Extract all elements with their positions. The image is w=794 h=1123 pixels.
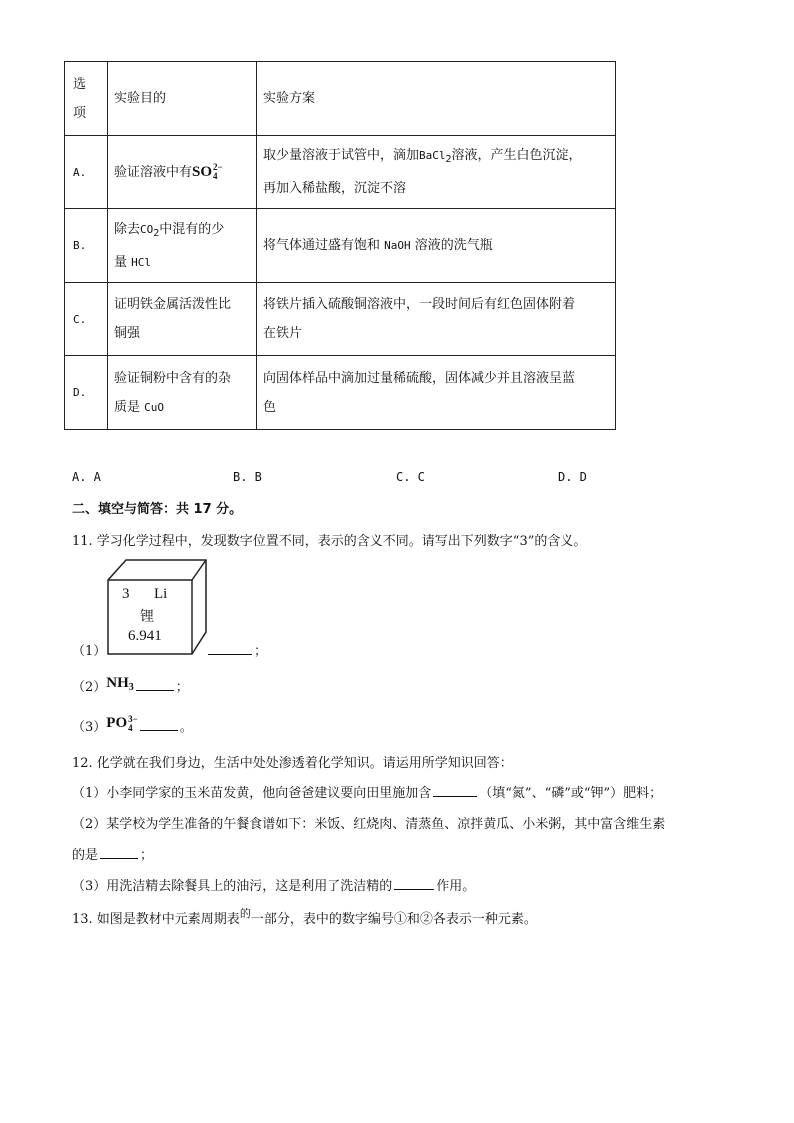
item-text: 一部分，表中的数字编号①和②各表示一种元素。 xyxy=(250,912,537,927)
item-label: （1） xyxy=(72,644,107,659)
plan-formula: NaOH xyxy=(384,239,411,252)
table-row xyxy=(65,209,616,283)
item-end: 。 xyxy=(179,720,193,735)
purpose-formula: HCl xyxy=(131,255,152,269)
q12-item1 xyxy=(72,782,662,801)
formula-charge xyxy=(213,163,223,181)
purpose-line: 验证铜粉中含有的杂 xyxy=(114,370,232,386)
plan-text: 将气体通过盛有饱和 xyxy=(263,238,381,253)
plan-line: 再加入稀盐酸，沉淀不溶 xyxy=(263,181,407,196)
purpose-line xyxy=(114,215,250,248)
plan-text: 取少量溶液于试管中，滴加 xyxy=(263,148,420,163)
purpose-text: 除去 xyxy=(114,221,141,237)
header-option-line2: 项 xyxy=(73,105,87,121)
row-plan xyxy=(257,356,616,430)
item-end: ； xyxy=(254,644,268,659)
answer-blank[interactable] xyxy=(394,876,434,890)
answer-choice-c: C. C xyxy=(396,470,425,484)
formula-base: SO xyxy=(192,163,213,180)
item-text: （1）小李同学家的玉米苗发黄，他向爸爸建议要向田里施加含 xyxy=(72,786,432,801)
q12-item2-cont xyxy=(72,844,153,863)
plan-line: 在铁片 xyxy=(263,326,303,341)
row-option: C. xyxy=(65,283,108,356)
q11-item3 xyxy=(72,713,193,737)
answer-blank[interactable] xyxy=(136,677,174,691)
formula-charge xyxy=(128,715,138,733)
plan-formula: BaCl xyxy=(419,149,446,162)
plan-text: 溶液的洗气瓶 xyxy=(414,238,493,253)
purpose-line: 铜强 xyxy=(114,326,141,341)
header-option xyxy=(65,62,108,136)
purpose-line: 证明铁金属活泼性比 xyxy=(114,297,232,312)
q12-text: 12. 化学就在我们身边，生活中处处渗透着化学知识。请运用所学知识回答： xyxy=(72,756,513,771)
q13-text xyxy=(72,908,537,927)
row-plan xyxy=(257,136,616,209)
item-text: （填“氮”、“磷”或“钾”）肥料； xyxy=(479,786,663,801)
element-number: 3 xyxy=(122,586,130,602)
purpose-text: 中混有的少 xyxy=(159,221,225,237)
answer-blank[interactable] xyxy=(100,845,138,859)
header-plan: 实验方案 xyxy=(257,62,616,136)
header-purpose: 实验目的 xyxy=(108,62,257,136)
item-text: 13. 如图是教材中元素周期表 xyxy=(72,912,240,927)
plan-formula-sub: 2 xyxy=(445,154,452,165)
table-row xyxy=(65,356,616,430)
item-text: 作用。 xyxy=(436,879,476,894)
ammonia-formula xyxy=(106,675,134,691)
row-option: B. xyxy=(65,209,108,283)
formula-base: NH xyxy=(106,675,129,691)
q11-text: 11. 学习化学过程中，发现数字位置不同，表示的含义不同。请写出下列数字“3”的含义。 xyxy=(72,534,587,549)
purpose-text: 验证溶液中有 xyxy=(114,164,193,180)
plan-line: 色 xyxy=(263,399,277,415)
q12-item3 xyxy=(72,875,475,894)
element-mass: 6.941 xyxy=(128,628,162,644)
item-label: （3） xyxy=(72,720,107,735)
purpose-line xyxy=(114,393,250,422)
table-row xyxy=(65,136,616,209)
answer-choice-d: D. D xyxy=(558,470,587,484)
item-text: 的是 xyxy=(72,848,99,863)
formula-sub: 4 xyxy=(128,722,133,733)
plan-line: 将铁片插入硫酸铜溶液中，一段时间后有红色固体附着 xyxy=(263,297,576,312)
q11-item1 xyxy=(72,640,106,659)
item-text-small: 的 xyxy=(239,907,251,920)
formula-sup: 3− xyxy=(128,713,138,724)
row-option: A. xyxy=(65,136,108,209)
item-text: （3）用洗洁精去除餐具上的油污，这是利用了洗洁精的 xyxy=(72,879,393,894)
table-header-row xyxy=(65,62,616,136)
purpose-text: 质是 xyxy=(114,399,141,415)
row-option: D. xyxy=(65,356,108,430)
formula-sub: 3 xyxy=(128,682,134,693)
purpose-formula-sub: 2 xyxy=(153,227,160,239)
row-purpose xyxy=(108,136,257,209)
answer-blank[interactable] xyxy=(140,717,178,731)
section-title: 二、填空与简答：共 17 分。 xyxy=(72,502,243,517)
item-end: ； xyxy=(175,680,189,695)
formula-base: PO xyxy=(106,715,128,731)
q12-item2: （2）某学校为学生准备的午餐食谱如下：米饭、红烧肉、清蒸鱼、凉拌黄瓜、小米粥，其中富含维生素 xyxy=(72,817,666,832)
purpose-text: 量 xyxy=(114,254,128,270)
header-option-line1: 选 xyxy=(73,76,87,92)
item-label: （2） xyxy=(72,680,107,695)
row-purpose xyxy=(108,283,257,356)
answer-blank[interactable] xyxy=(208,641,252,655)
row-purpose xyxy=(108,209,257,283)
row-purpose xyxy=(108,356,257,430)
purpose-line xyxy=(114,248,250,277)
element-name: 锂 xyxy=(140,610,154,625)
row-plan xyxy=(257,283,616,356)
row-plan xyxy=(257,209,616,283)
q11-item2 xyxy=(72,676,189,697)
table-row xyxy=(65,283,616,356)
item-text: ； xyxy=(140,848,154,863)
answer-blank[interactable] xyxy=(433,783,477,797)
answer-choice-b: B. B xyxy=(233,470,262,484)
sulfate-formula xyxy=(192,164,223,180)
q11-item1-answer xyxy=(206,640,267,659)
formula-sup: 2− xyxy=(213,162,223,173)
element-symbol: Li xyxy=(154,586,168,602)
experiment-table xyxy=(64,61,616,430)
answer-choice-a: A. A xyxy=(72,470,101,484)
plan-text: 溶液，产生白色沉淀， xyxy=(451,148,582,163)
purpose-formula: CO xyxy=(140,222,154,236)
plan-line: 向固体样品中滴加过量稀硫酸，固体减少并且溶液呈蓝 xyxy=(263,370,576,386)
plan-line xyxy=(263,141,609,174)
formula-sub: 4 xyxy=(213,171,218,182)
purpose-formula: CuO xyxy=(144,400,165,414)
phosphate-formula xyxy=(106,715,137,731)
